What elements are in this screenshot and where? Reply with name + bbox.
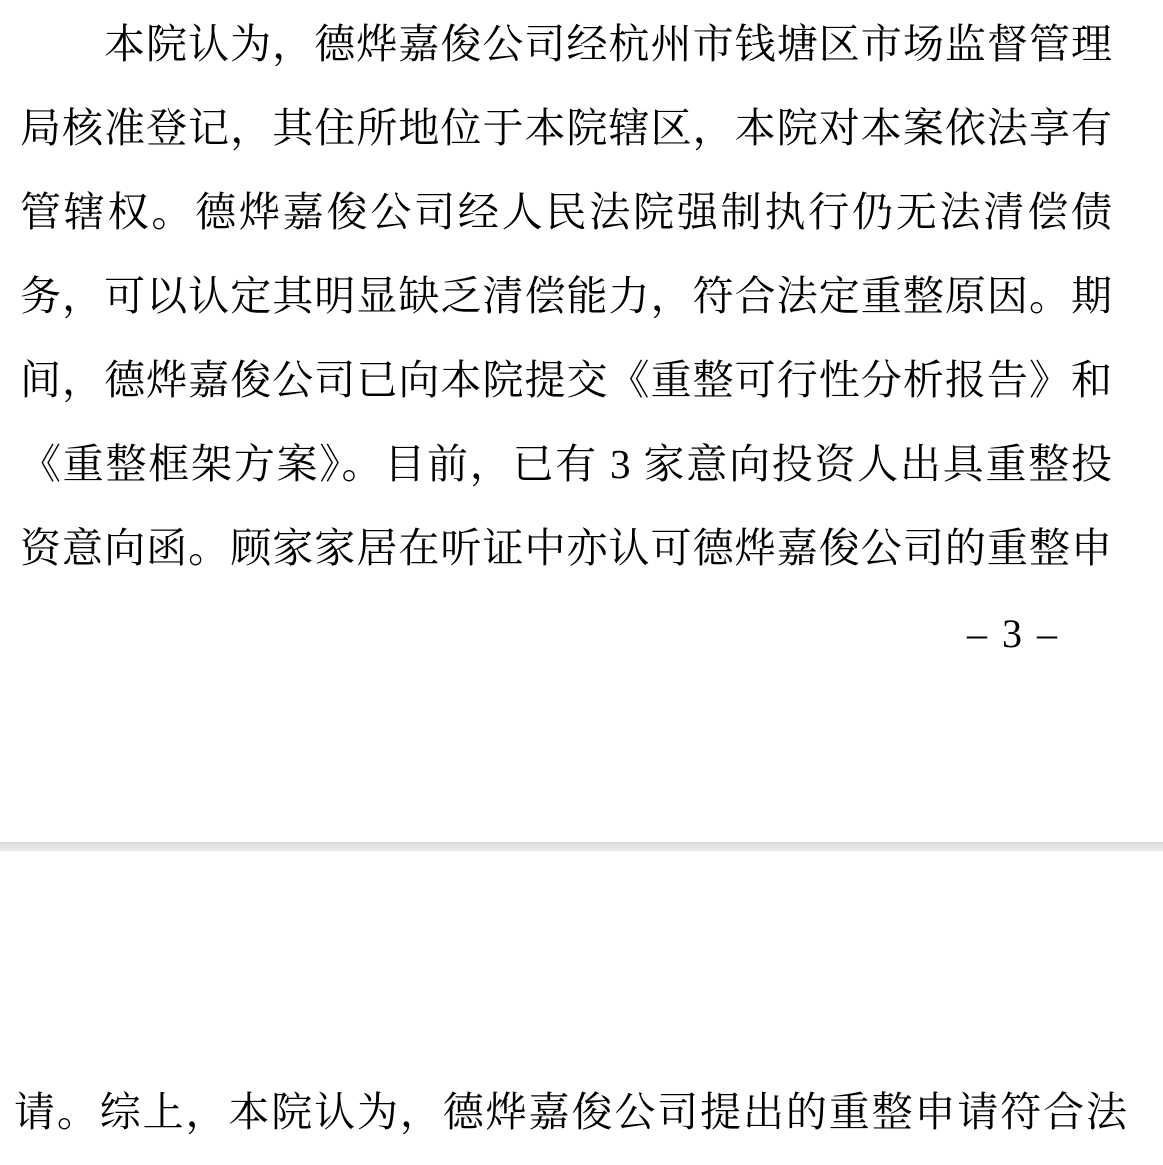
body-text-line: 管辖权。德烨嘉俊公司经人民法院强制执行仍无法清偿债 [20,189,1113,235]
body-text-line: 资意向函。顾家家居在听证中亦认可德烨嘉俊公司的重整申 [20,525,1113,571]
page-number-label: – 3 – [967,611,1057,656]
page-3-body [20,2,1113,590]
page-separator [0,842,1163,851]
body-text-line: 本院认为，德烨嘉俊公司经杭州市钱塘区市场监督管理 [104,21,1113,67]
page-number-footer [20,610,1113,658]
body-text-line: 间，德烨嘉俊公司已向本院提交《重整可行性分析报告》和 [20,357,1113,403]
body-text-line: 局核准登记，其住所地位于本院辖区，本院对本案依法享有 [20,105,1113,151]
body-text-line: 请。综上，本院认为，德烨嘉俊公司提出的重整申请符合法 [14,1089,1128,1135]
body-text-line: 《重整框架方案》。目前，已有 3 家意向投资人出具重整投 [20,441,1113,487]
body-text-line: 务，可以认定其明显缺乏清偿能力，符合法定重整原因。期 [20,273,1113,319]
